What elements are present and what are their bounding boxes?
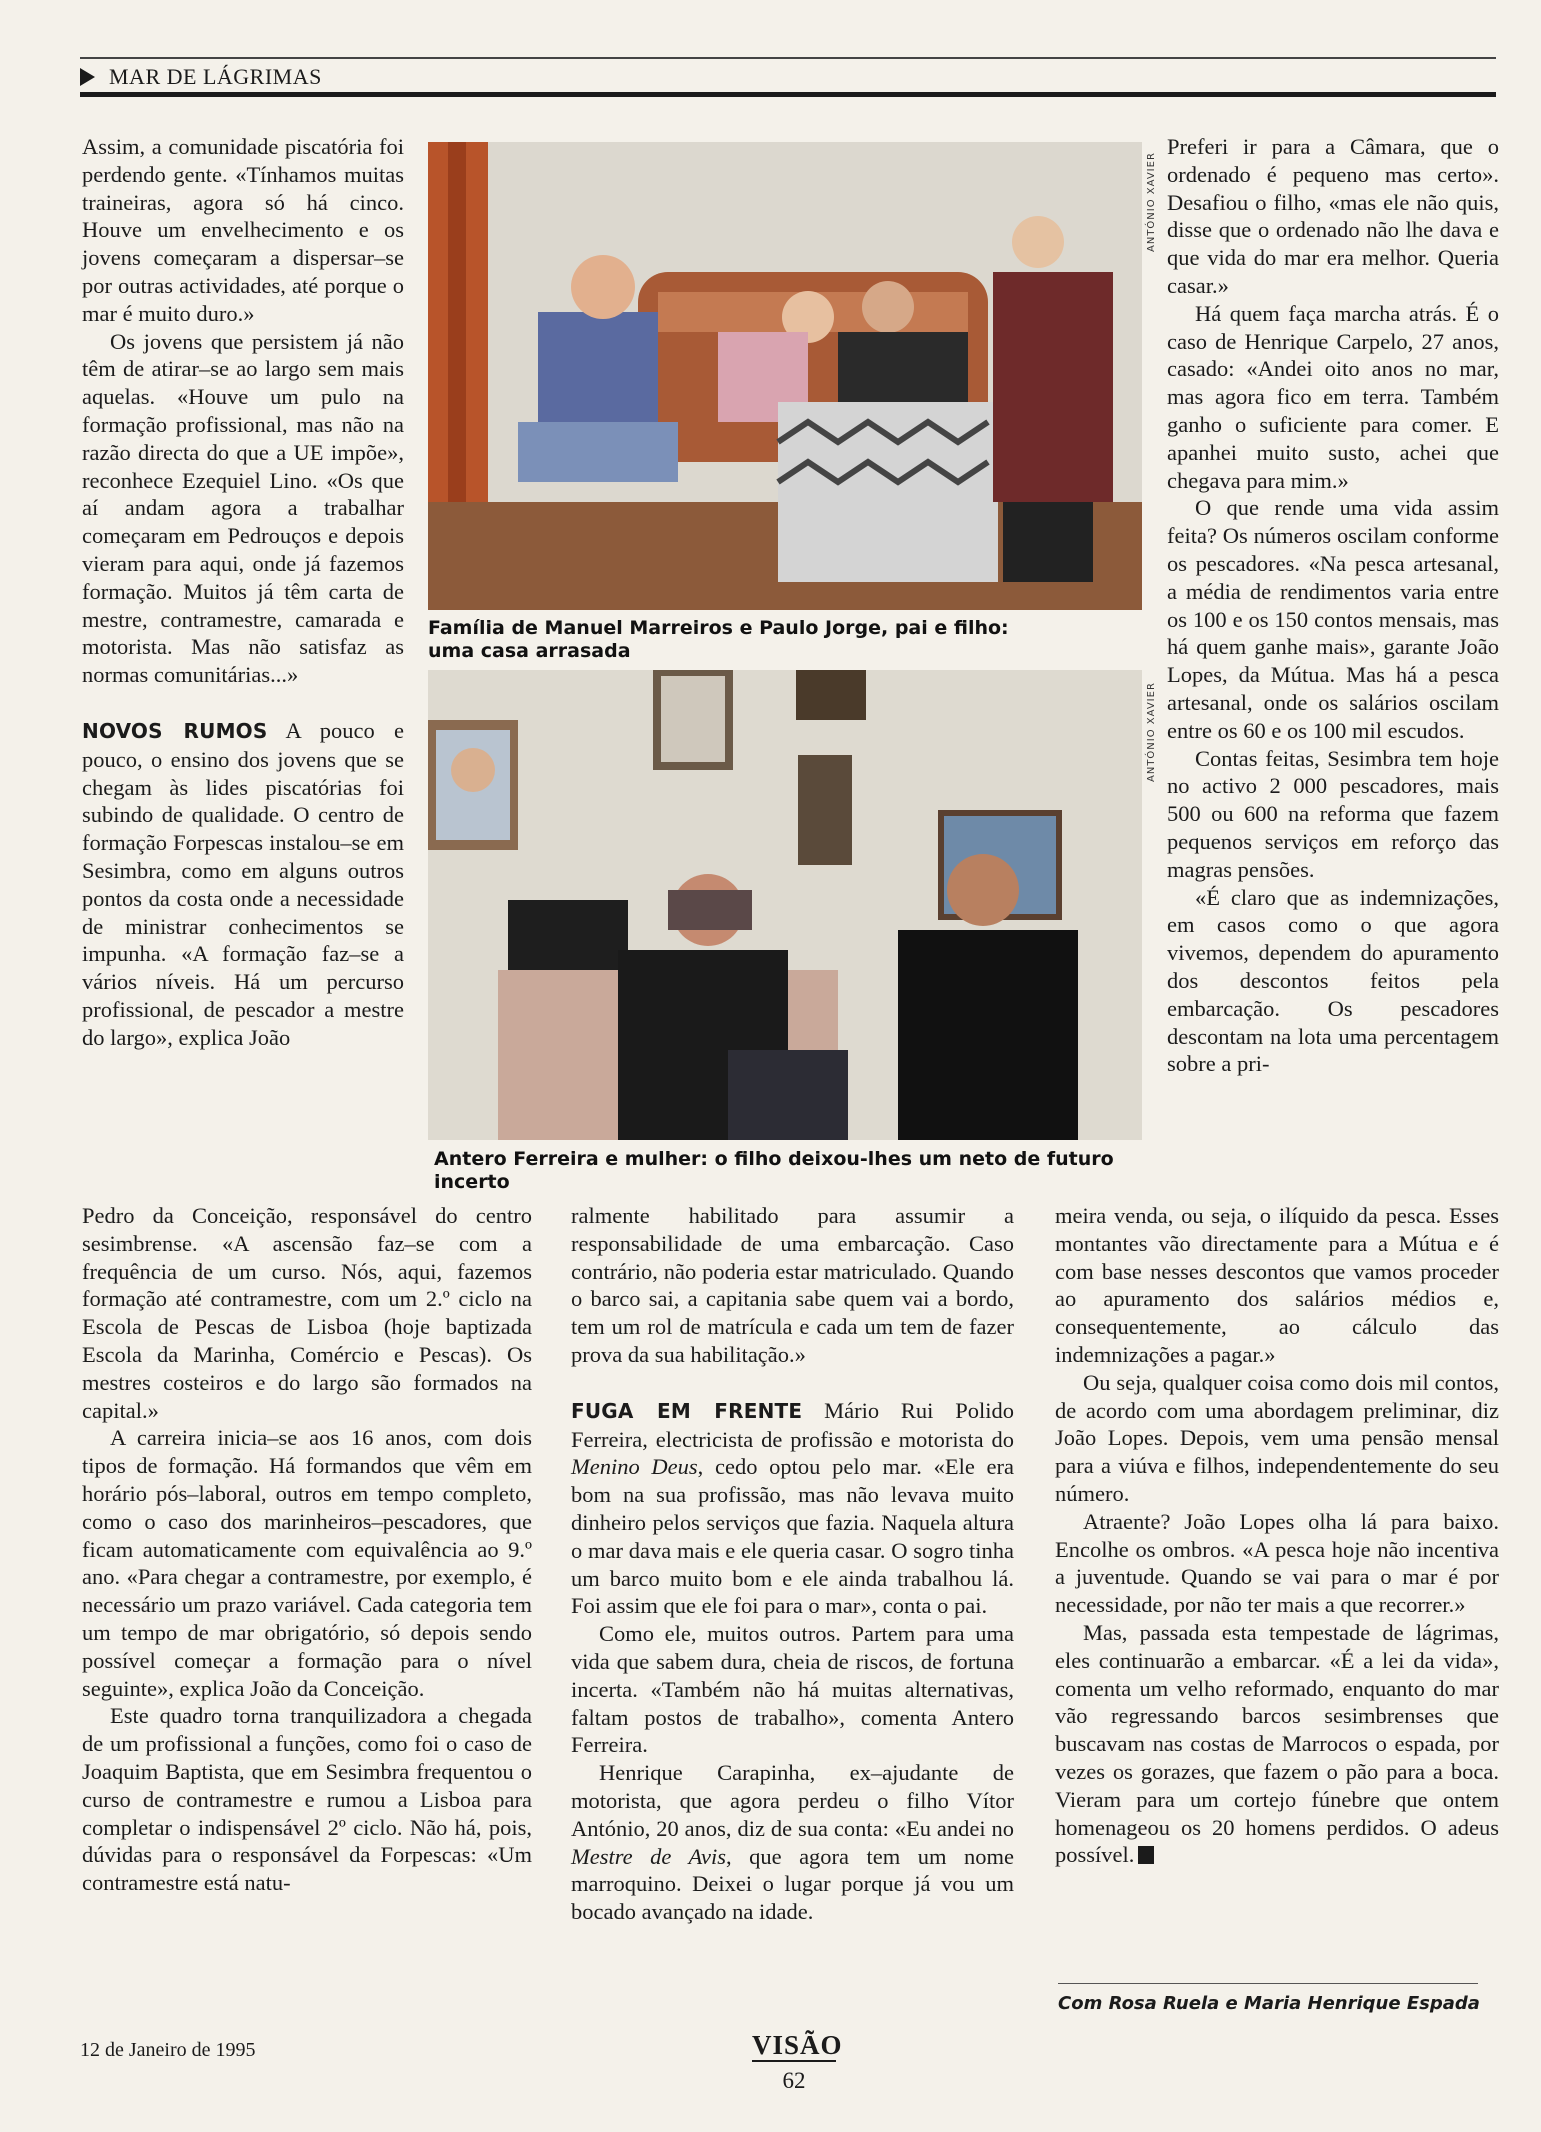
column-1-lower (82, 1202, 532, 1897)
paragraph: meira venda, ou seja, o ilíquido da pesca. Esses montantes vão directamente para a Mútua e é com base nesses descontos que vamos proceder ao apuramento dos salários médios e, consequentemente, ao cálculo das indemnizações a pagar.» (1055, 1203, 1499, 1367)
paragraph: Assim, a comunidade piscatória foi perdendo gente. «Tínhamos muitas traineiras, agora só há cinco. Houve um envelhecimento e os jovens começaram a dispersar–se por outras actividades, até porque o mar é muito duro.» (82, 134, 404, 326)
paragraph: ralmente habilitado para assumir a responsabilidade de uma embarcação. Caso contrário, não poderia estar matriculado. Quando o barco sai, a capitania sabe quem vai a bordo, tem um rol de matrícula e cada um tem de fazer prova da sua habilitação.» (571, 1203, 1014, 1367)
page-number: 62 (782, 2068, 806, 2093)
photo-caption: Família de Manuel Marreiros e Paulo Jorge, pai e filho: uma casa arrasada (428, 617, 1009, 662)
paragraph (82, 717, 404, 1052)
paragraph: Atraente? João Lopes olha lá para baixo. Encolhe os ombros. «A pesca hoje não incentiva a juventude. Quando se vai para o mar é por necessidade, por não ter mais a que recorrer.» (1055, 1508, 1499, 1618)
paragraph: A carreira inicia–se aos 16 anos, com dois tipos de formação. Há formandos que vêm em horário pós–laboral, outros em tempo completo, como o caso dos marinheiros–pescadores, que ficam automaticamente com equivalência ao 9.º ano. «Para chegar a contramestre, por exemplo, é necessário um prazo variável. Cada categoria tem um tempo de mar obrigatório, só depois sendo possível começar a formação para o nível seguinte», explica João da Conceição. (82, 1425, 532, 1701)
family-photo-image (428, 142, 1142, 610)
header-rule (80, 57, 1496, 59)
paragraph-text: , cedo optou pelo mar. «Ele era bom na sua profissão, mas não levava muito dinheiro pelos serviços que fazia. Naquela altura o mar dava mais e ele queria casar. O sogro tinha um barco muito bom e ele ainda trabalhou lá. Foi assim que ele foi para o mar», conta o pai. (571, 1454, 1014, 1619)
photo-credit: ANTÓNIO XAVIER (1146, 152, 1157, 252)
triangle-icon (80, 68, 95, 86)
paragraph (1055, 1619, 1499, 1869)
boat-name: Mestre de Avis (571, 1843, 726, 1869)
couple-photo-image (428, 670, 1142, 1140)
issue-date: 12 de Janeiro de 1995 (80, 2039, 256, 2061)
paragraph (571, 1759, 1014, 1926)
paragraph: O que rende uma vida assim feita? Os números oscilam conforme os pescadores. «Na pesca artesanal, a média de rendimentos varia entre os 100 e os 150 contos mensais, mas há quem ganhe mais», garante João Lopes, da Mútua. Mas há a pesca artesanal, onde os salários oscilam entre os 60 e os 100 mil escudos. (1167, 495, 1499, 743)
end-mark-icon (1138, 1846, 1154, 1864)
paragraph-text: A pouco e pouco, o ensino dos jovens que se chegam às lides piscatórias foi subindo de qualidade. O centro de formação Forpescas instalou–se em Sesimbra, como em alguns outros pontos da costa onde a necessidade de ministrar conhecimentos se impunha. «A formação faz–se a vários níveis. Há um percurso profissional, de pescador a mestre do largo», explica João (82, 717, 404, 1050)
paragraph: Ou seja, qualquer coisa como dois mil contos, de acordo com uma abordagem preliminar, diz João Lopes. Depois, vem uma pensão mensal para a viúva e filhos, independentemente do seu número. (1055, 1369, 1499, 1506)
paragraph (571, 1397, 1014, 1620)
byline: Com Rosa Ruela e Maria Henrique Espada (1058, 1993, 1480, 2014)
paragraph: Pedro da Conceição, responsável do centro sesimbrense. «A ascensão faz–se com a frequência de um curso. Nós, aqui, fazemos formação até contramestre, com um 2.º ciclo na Escola de Pescas de Lisboa (hoje baptizada Escola da Marinha, Comércio e Pescas). Os mestres costeiros e do largo são formados na capital.» (82, 1203, 532, 1423)
section-title (80, 64, 322, 90)
header-rule-thick (80, 92, 1496, 97)
paragraph: «É claro que as indemnizações, em casos como o que agora vivemos, dependem do apuramento dos descontos feitos pela embarcação. Os pescadores descontam na lota uma percentagem sobre a pri- (1167, 884, 1499, 1077)
column-2 (571, 1202, 1014, 1926)
paragraph-text: Mas, passada esta tempestade de lágrimas, eles continuarão a embarcar. «É a lei da vida», comenta um velho reformado, enquanto do mar vão regressando barcos sesimbrenses que buscavam nas costas de Marrocos o espada, por vezes os gorazes, que fazem o pão para a boca. Vieram para um cortejo fúnebre que ontem homenageou os 20 homens perdidos. O adeus possível. (1055, 1619, 1499, 1868)
column-3 (1167, 133, 1499, 1078)
paragraph: Os jovens que persistem já não têm de atirar–se ao largo sem mais aquelas. «Houve um pulo na formação profissional, mas não na razão directa do que a UE impõe», reconhece Ezequiel Lino. «Os que aí andam agora a trabalhar começaram em Pedrouços e depois vieram para aqui, onde já fazemos formação. Muitos já têm carta de mestre, contramestre, camarada e motorista. Mas não satisfaz as normas comunitárias...» (82, 328, 404, 688)
section-label: MAR DE LÁGRIMAS (109, 64, 322, 89)
paragraph: Preferi ir para a Câmara, que o ordenado é pequeno mas certo». Desafiou o filho, «mas ele não quis, disse que o ordenado não lhe dava e que vida do mar era melhor. Queria casar.» (1167, 134, 1499, 298)
byline-rule (1058, 1983, 1478, 1984)
kicker-fuga-em-frente: FUGA EM FRENTE (571, 1398, 803, 1423)
paragraph-text: Mário Rui Polido Ferreira, electricista de profissão e motorista do (571, 1397, 1015, 1452)
photo-credit: ANTÓNIO XAVIER (1146, 682, 1157, 782)
paragraph: Como ele, muitos outros. Partem para uma vida que sabem dura, cheia de riscos, de fortuna incerta. «Também não há muitas alternativas, faltam postos de trabalho», comenta Antero Ferreira. (571, 1621, 1014, 1758)
column-1 (82, 133, 404, 1052)
kicker-novos-rumos: NOVOS RUMOS (82, 718, 268, 743)
magazine-logo: VISÃO (752, 2030, 843, 2060)
column-3-lower (1055, 1202, 1499, 1869)
paragraph-text: , que agora tem um nome marroquino. Deixei o lugar porque já vou um bocado avançado na idade. (571, 1843, 1014, 1925)
paragraph: Há quem faça marcha atrás. É o caso de Henrique Carpelo, 27 anos, casado: «Andei oito anos no mar, mas agora fico em terra. Também ganho o suficiente para comer. E apanhei muito susto, achei que chegava para mim.» (1167, 300, 1499, 493)
boat-name: Menino Deus (571, 1454, 698, 1480)
family-photo (428, 142, 1142, 610)
photo-caption: Antero Ferreira e mulher: o filho deixou-lhes um neto de futuro incerto (434, 1148, 1114, 1193)
paragraph-text: Henrique Carapinha, ex–ajudante de motorista, que agora perdeu o filho Vítor António, 20 anos, diz de sua conta: «Eu andei no (571, 1760, 1014, 1841)
paragraph: Este quadro torna tranquilizadora a chegada de um profissional a funções, como foi o caso de Joaquim Baptista, que em Sesimbra frequentou o curso de contramestre e rumou a Lisboa para completar o indispensável 2º ciclo. Não há, pois, dúvidas para o responsável da Forpescas: «Um contramestre está natu- (82, 1703, 532, 1896)
paragraph: Contas feitas, Sesimbra tem hoje no activo 2 000 pescadores, mais 500 ou 600 na reforma que fazem pequenos serviços em reforço das magras pensões. (1167, 745, 1499, 882)
couple-photo (428, 670, 1142, 1140)
